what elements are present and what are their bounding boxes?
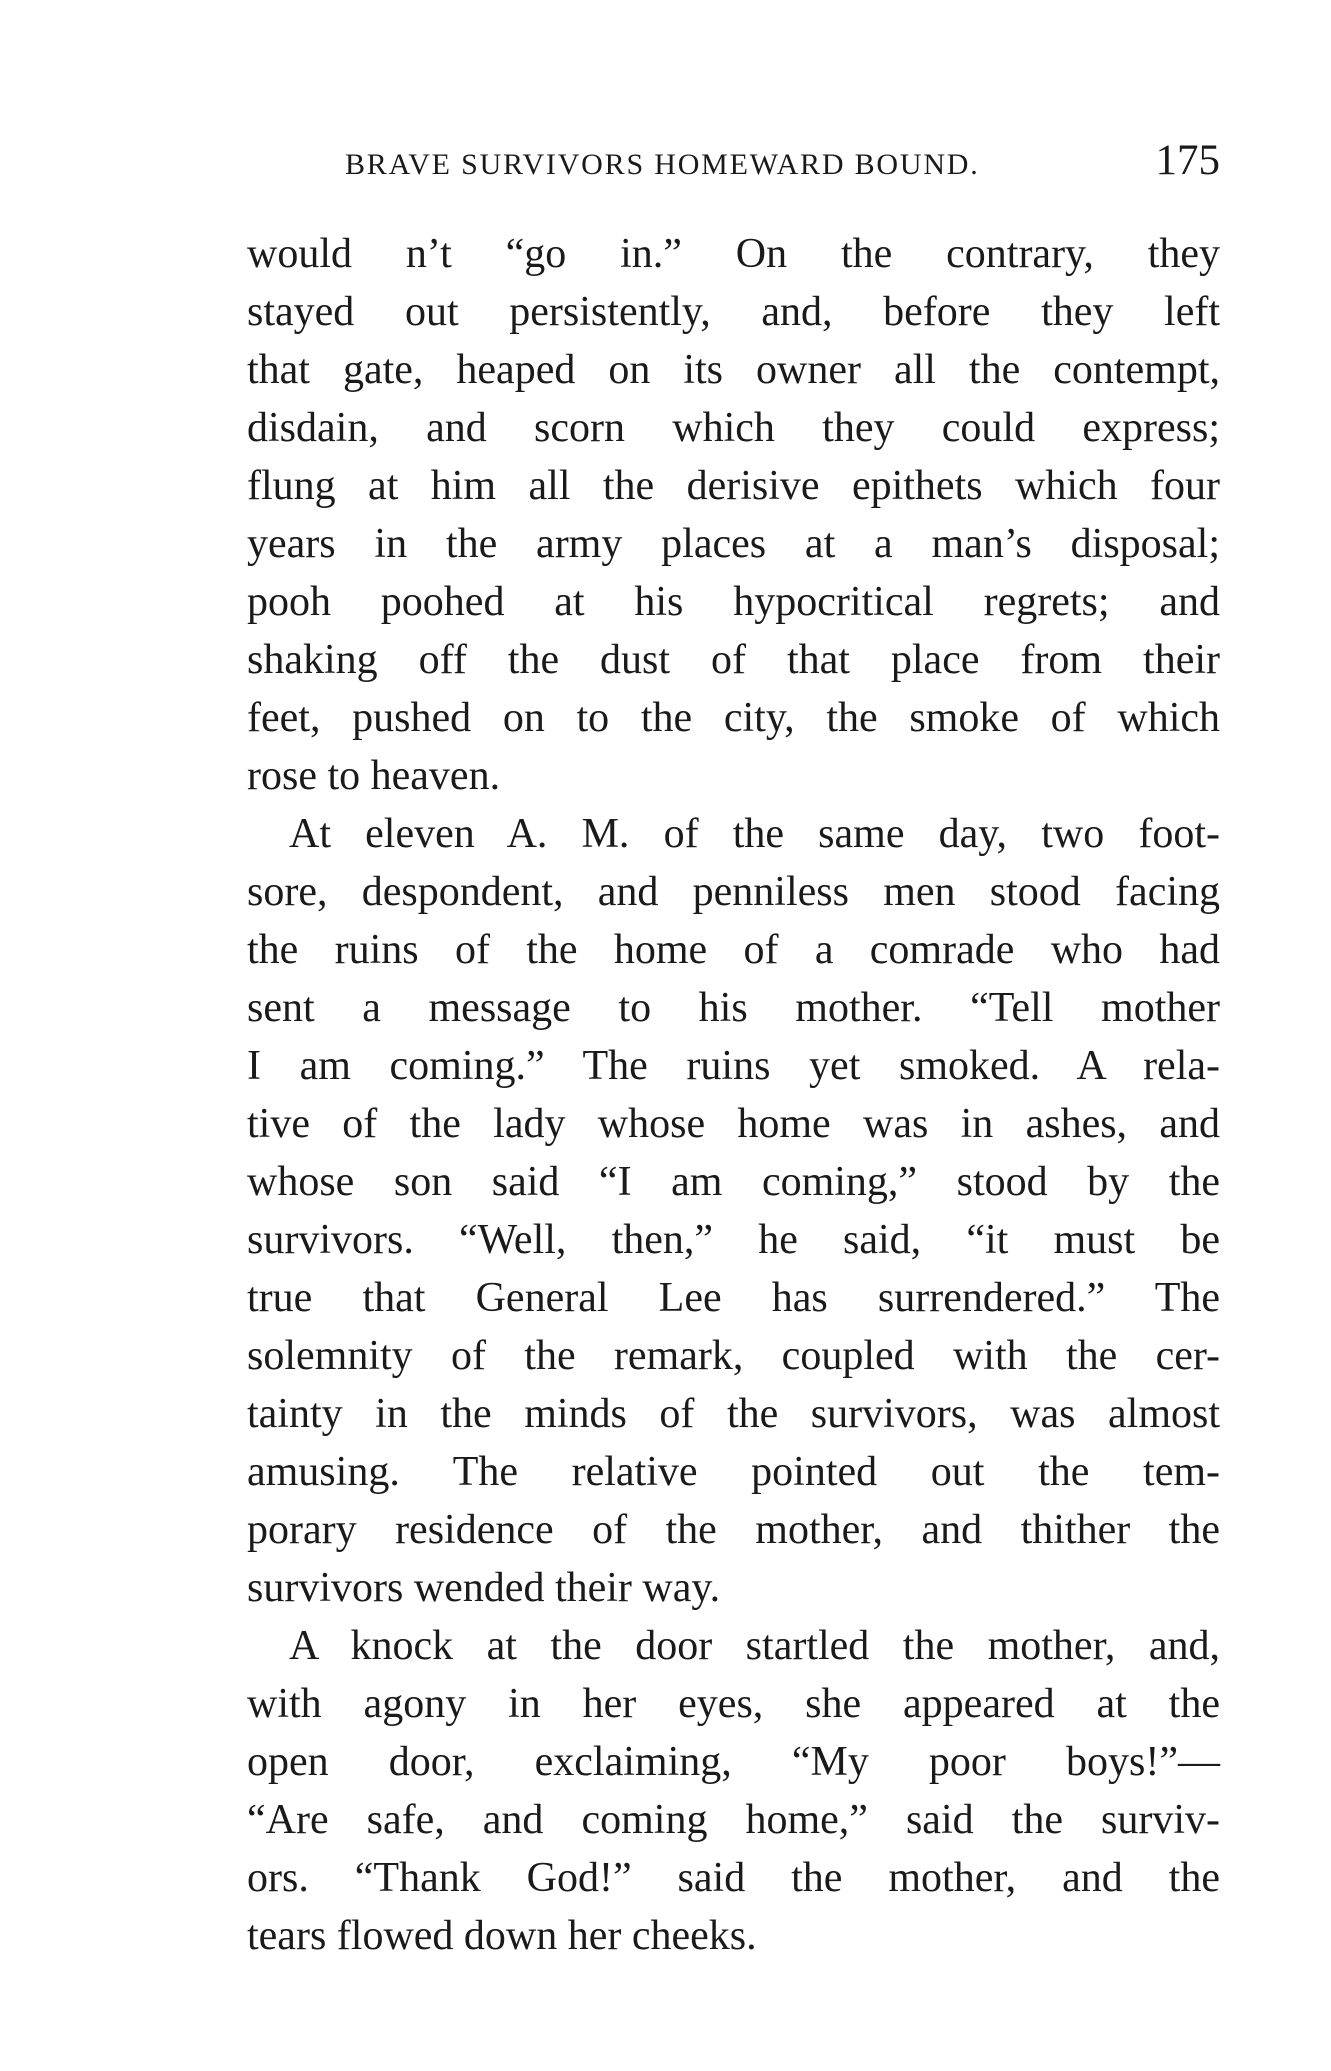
paragraph <box>247 805 1220 1617</box>
text-line: would n’t “go in.” On the contrary, they <box>247 231 1220 277</box>
text-line: feet, pushed on to the city, the smoke of which <box>247 695 1220 741</box>
text-line: amusing. The relative pointed out the tem- <box>247 1449 1220 1495</box>
text-line: disdain, and scorn which they could express; <box>247 405 1220 451</box>
text-line: ors. “Thank God!” said the mother, and the <box>247 1855 1220 1901</box>
text-line: I am coming.” The ruins yet smoked. A rela- <box>247 1043 1220 1089</box>
text-line: sent a message to his mother. “Tell mother <box>247 985 1220 1031</box>
text-line: whose son said “I am coming,” stood by the <box>247 1159 1220 1205</box>
page-header <box>247 136 1220 196</box>
text-line: solemnity of the remark, coupled with the cer- <box>247 1333 1220 1379</box>
text-line: shaking off the dust of that place from their <box>247 637 1220 683</box>
text-line: that gate, heaped on its owner all the contempt, <box>247 347 1220 393</box>
text-line: years in the army places at a man’s disposal; <box>247 521 1220 567</box>
text-line: At eleven A. M. of the same day, two foot- <box>289 811 1220 857</box>
text-line: “Are safe, and coming home,” said the surviv- <box>247 1797 1220 1843</box>
page-number: 175 <box>1155 137 1220 184</box>
text-line: open door, exclaiming, “My poor boys!”— <box>247 1739 1220 1785</box>
paragraph <box>247 1617 1220 1965</box>
text-line: true that General Lee has surrendered.” The <box>247 1275 1220 1321</box>
text-line: with agony in her eyes, she appeared at the <box>247 1681 1220 1727</box>
text-line: the ruins of the home of a comrade who had <box>247 927 1220 973</box>
paragraph <box>247 225 1220 805</box>
text-line: A knock at the door startled the mother, and, <box>289 1623 1220 1669</box>
text-line: stayed out persistently, and, before they left <box>247 289 1220 335</box>
text-line: pooh poohed at his hypocritical regrets; and <box>247 579 1220 625</box>
text-line: tainty in the minds of the survivors, was almost <box>247 1391 1220 1437</box>
text-line: tears flowed down her cheeks. <box>247 1913 757 1959</box>
running-head: BRAVE SURVIVORS HOMEWARD BOUND. <box>345 148 980 181</box>
text-line: porary residence of the mother, and thither the <box>247 1507 1220 1553</box>
text-line: survivors wended their way. <box>247 1565 721 1611</box>
text-line: tive of the lady whose home was in ashes, and <box>247 1101 1220 1147</box>
text-line: flung at him all the derisive epithets which four <box>247 463 1220 509</box>
text-line: survivors. “Well, then,” he said, “it must be <box>247 1217 1220 1263</box>
text-line: rose to heaven. <box>247 753 501 799</box>
text-line: sore, despondent, and penniless men stood facing <box>247 869 1220 915</box>
page-body <box>247 225 1220 1965</box>
